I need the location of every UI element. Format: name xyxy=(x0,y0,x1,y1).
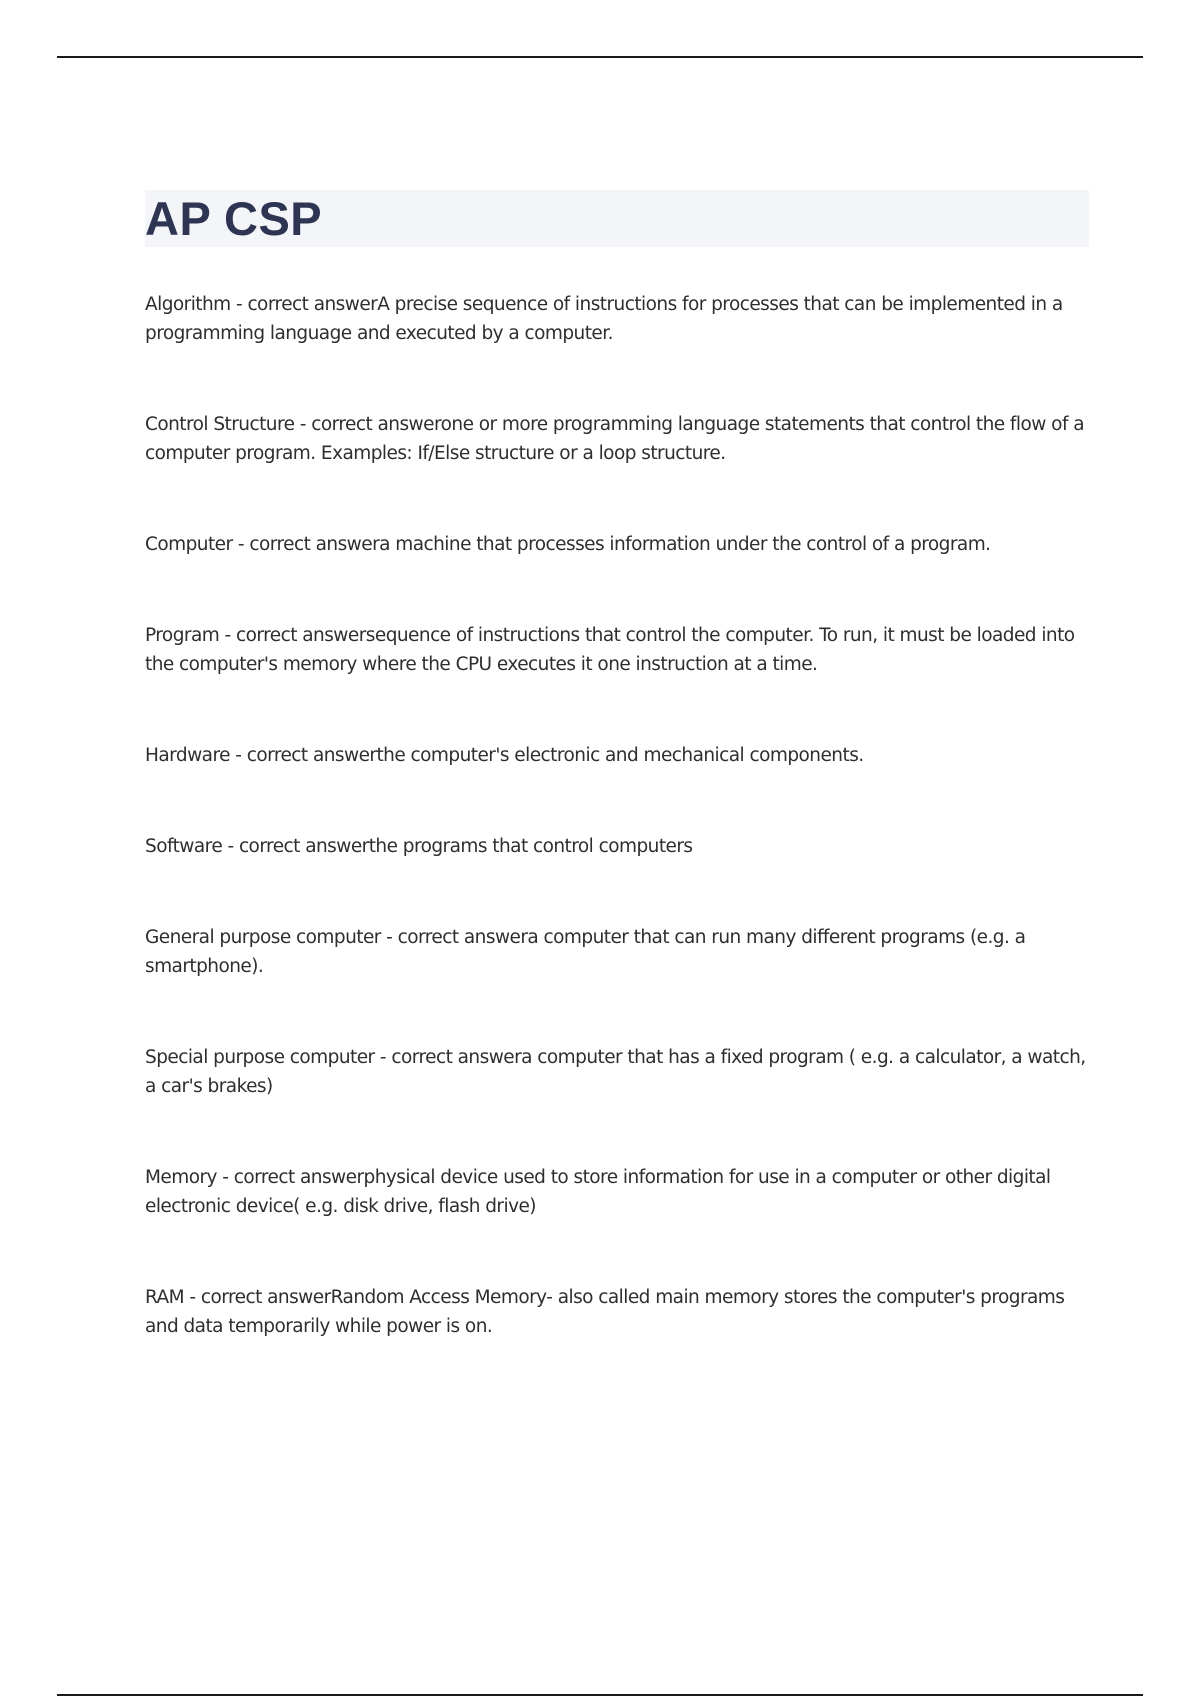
glossary-entry-ram: RAM - correct answerRandom Access Memory- also called main memory stores the computer's programs and data temporarily while power is on. xyxy=(145,1287,1065,1337)
glossary-entry-computer: Computer - correct answera machine that processes information under the control of a program. xyxy=(145,534,991,555)
document-title: AP CSP xyxy=(145,192,323,245)
header-rule xyxy=(57,56,1143,58)
glossary-list xyxy=(145,290,1090,1403)
glossary-entry-special-purpose-computer: Special purpose computer - correct answera computer that has a fixed program ( e.g. a calculator, a watch, a car's brakes) xyxy=(145,1047,1086,1097)
glossary-entry-algorithm: Algorithm - correct answerA precise sequence of instructions for processes that can be implemented in a programming language and executed by a computer. xyxy=(145,294,1063,344)
glossary-entry-general-purpose-computer: General purpose computer - correct answera computer that can run many different programs (e.g. a smartphone). xyxy=(145,927,1026,977)
glossary-entry-control-structure: Control Structure - correct answerone or more programming language statements that control the flow of a computer program. Examples: If/Else structure or a loop structure. xyxy=(145,414,1085,464)
glossary-entry-memory: Memory - correct answerphysical device used to store information for use in a computer or other digital electronic device( e.g. disk drive, flash drive) xyxy=(145,1167,1051,1217)
glossary-entry-hardware: Hardware - correct answerthe computer's electronic and mechanical components. xyxy=(145,745,864,766)
glossary-entry-program: Program - correct answersequence of instructions that control the computer. To run, it must be loaded into the computer's memory where the CPU executes it one instruction at a time. xyxy=(145,625,1075,675)
glossary-entry-software: Software - correct answerthe programs that control computers xyxy=(145,836,693,857)
footer-rule xyxy=(57,1694,1143,1696)
